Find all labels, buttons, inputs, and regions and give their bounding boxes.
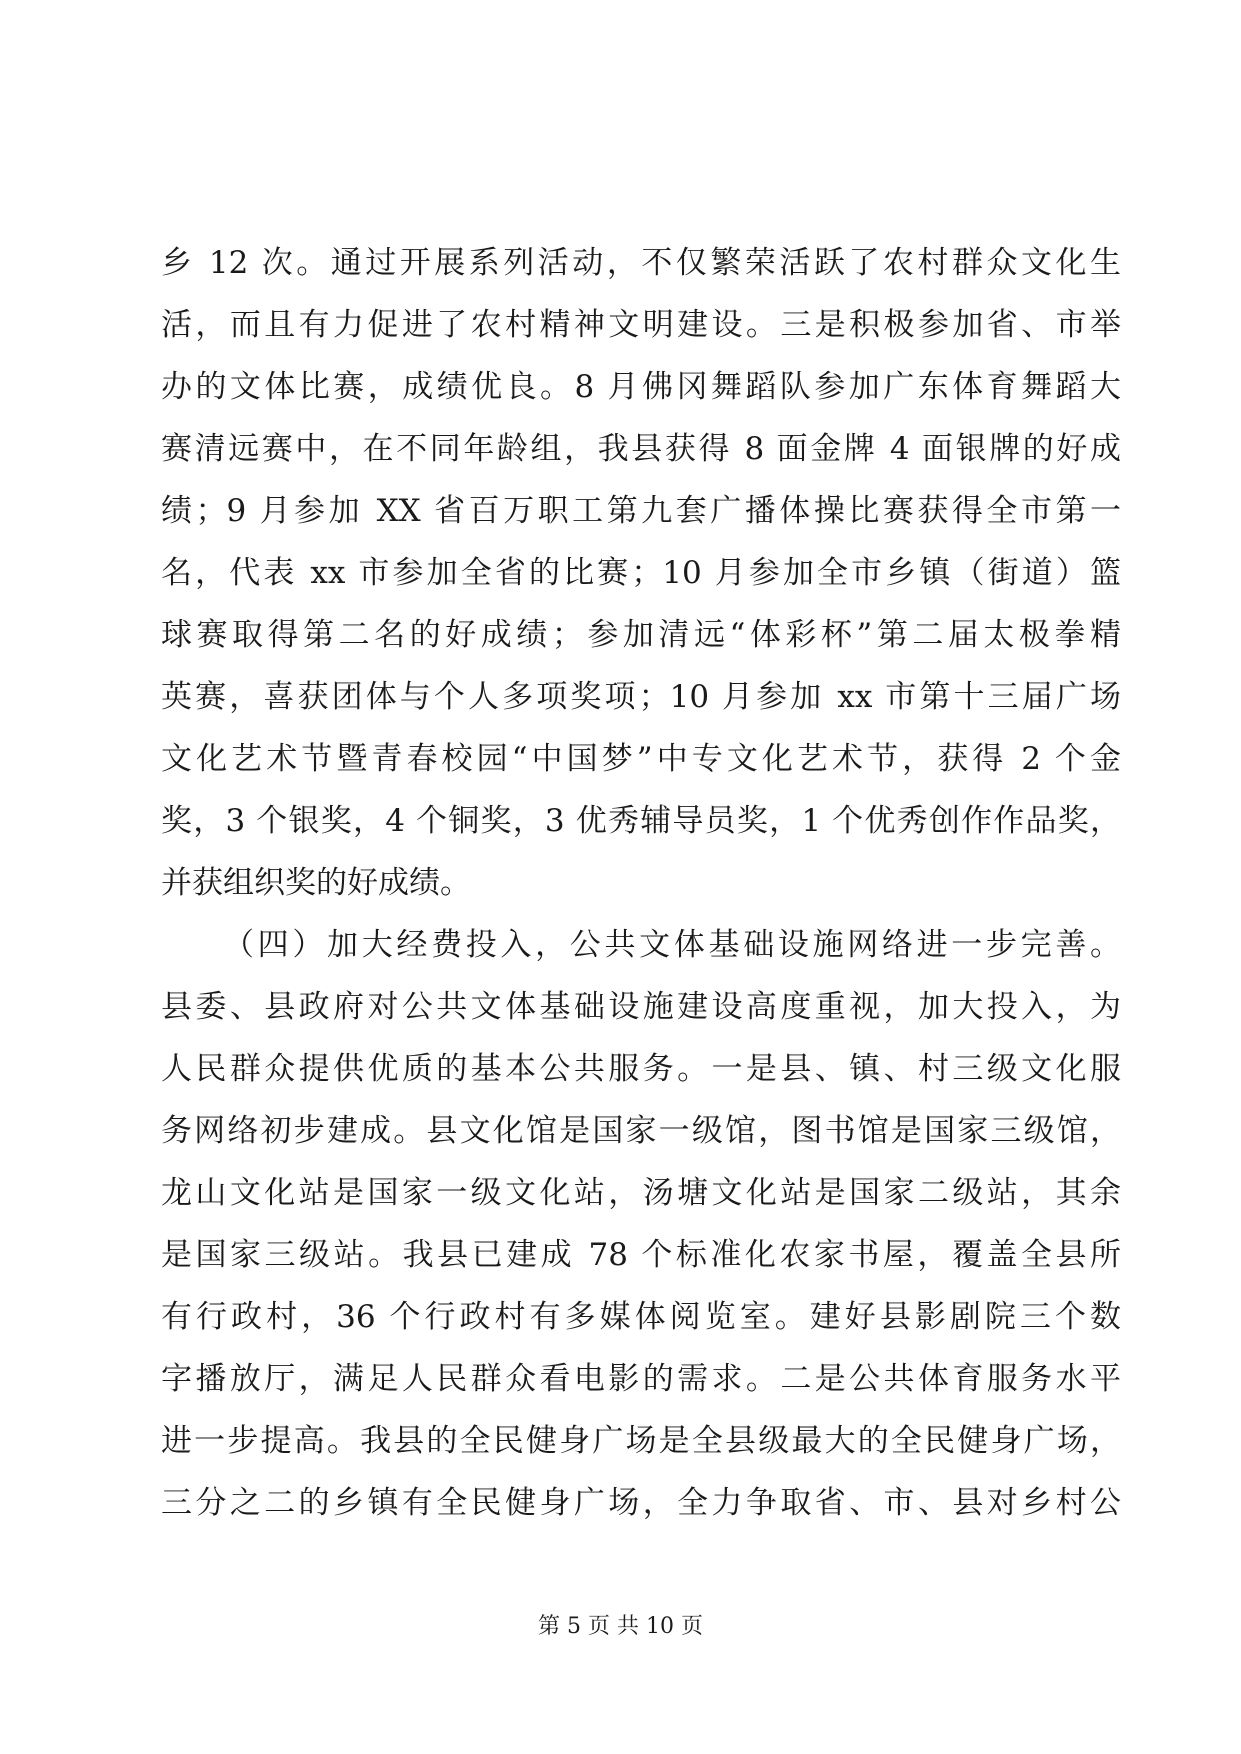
text-line: 人民群众提供优质的基本公共服务。一是县、镇、村三级文化服 [161,1051,1121,1087]
text-line: 龙山文化站是国家一级文化站，汤塘文化站是国家二级站，其余 [161,1175,1121,1211]
text-line: 英赛，喜获团体与个人多项奖项；10 月参加 xx 市第十三届广场 [161,679,1121,715]
text-line: 是国家三级站。我县已建成 78 个标准化农家书屋，覆盖全县所 [161,1237,1121,1273]
paragraph-activities-results [161,232,1121,914]
text-line: 奖，3 个银奖，4 个铜奖，3 优秀辅导员奖，1 个优秀创作作品奖， [161,803,1121,839]
page-number-footer: 第 5 页 共 10 页 [538,1614,703,1639]
section-heading-line: （四）加大经费投入，公共文体基础设施网络进一步完善。 [223,927,1121,963]
body-text [161,232,1121,1534]
text-line: 赛清远赛中，在不同年龄组，我县获得 8 面金牌 4 面银牌的好成 [161,431,1121,467]
text-line: 活，而且有力促进了农村精神文明建设。三是积极参加省、市举 [161,307,1121,343]
text-line: 球赛取得第二名的好成绩；参加清远“体彩杯”第二届太极拳精 [161,617,1121,653]
text-line: 办的文体比赛，成绩优良。8 月佛冈舞蹈队参加广东体育舞蹈大 [161,369,1121,405]
text-line: 进一步提高。我县的全民健身广场是全县级最大的全民健身广场， [161,1423,1121,1459]
text-line: 文化艺术节暨青春校园“中国梦”中专文化艺术节，获得 2 个金 [161,741,1121,777]
text-line: 乡 12 次。通过开展系列活动，不仅繁荣活跃了农村群众文化生 [161,245,1121,281]
text-line: 三分之二的乡镇有全民健身广场，全力争取省、市、县对乡村公 [161,1485,1121,1521]
text-line: 有行政村，36 个行政村有多媒体阅览室。建好县影剧院三个数 [161,1299,1121,1335]
paragraph-infrastructure [161,914,1121,1534]
text-line: 绩；9 月参加 XX 省百万职工第九套广播体操比赛获得全市第一 [161,493,1121,529]
text-line: 务网络初步建成。县文化馆是国家一级馆，图书馆是国家三级馆， [161,1113,1121,1149]
text-line: 字播放厅，满足人民群众看电影的需求。二是公共体育服务水平 [161,1361,1121,1397]
text-line: 县委、县政府对公共文体基础设施建设高度重视，加大投入，为 [161,989,1121,1025]
text-line: 名，代表 xx 市参加全省的比赛；10 月参加全市乡镇（街道）篮 [161,555,1121,591]
text-line: 并获组织奖的好成绩。 [161,865,471,901]
